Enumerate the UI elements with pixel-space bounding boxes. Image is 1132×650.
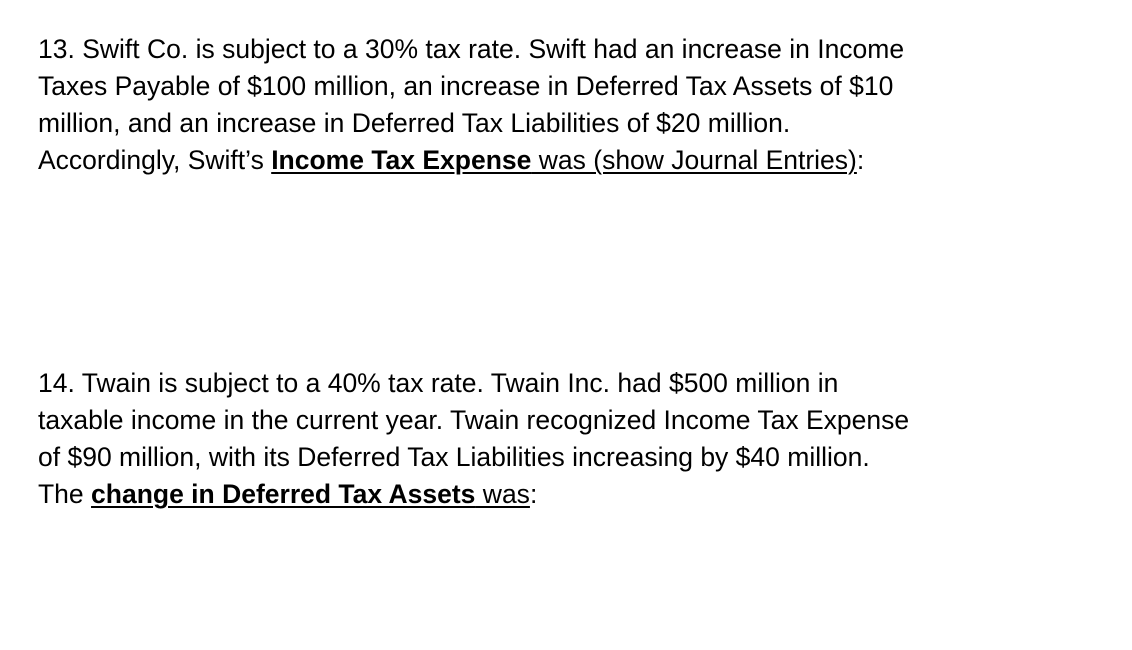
question-prefix-text: The — [38, 479, 92, 509]
question-suffix-text: : — [856, 145, 865, 175]
question-13 — [38, 31, 1098, 179]
question-final-line — [38, 476, 1098, 513]
question-line: million, and an increase in Deferred Tax Liabilities of $20 million. — [38, 108, 791, 138]
question-line: Taxes Payable of $100 million, an increase in Deferred Tax Assets of $10 — [38, 71, 894, 101]
question-suffix-text: : — [529, 479, 538, 509]
question-line: taxable income in the current year. Twain recognized Income Tax Expense — [38, 405, 910, 435]
bold-emphasis-text: change in Deferred Tax Assets — [91, 479, 476, 509]
underlined-phrase — [91, 479, 530, 509]
question-line: of $90 million, with its Deferred Tax Liabilities increasing by $40 million. — [38, 442, 870, 472]
underlined-text: was (show Journal Entries) — [531, 145, 857, 175]
bold-emphasis-text: Income Tax Expense — [271, 145, 532, 175]
underlined-phrase — [271, 145, 857, 175]
question-line: 13. Swift Co. is subject to a 30% tax rate. Swift had an increase in Income — [38, 34, 905, 64]
question-line: 14. Twain is subject to a 40% tax rate. Twain Inc. had $500 million in — [38, 368, 839, 398]
question-final-line — [38, 142, 1098, 179]
question-14 — [38, 365, 1098, 513]
underlined-text: was — [475, 479, 530, 509]
question-prefix-text: Accordingly, Swift’s — [38, 145, 272, 175]
